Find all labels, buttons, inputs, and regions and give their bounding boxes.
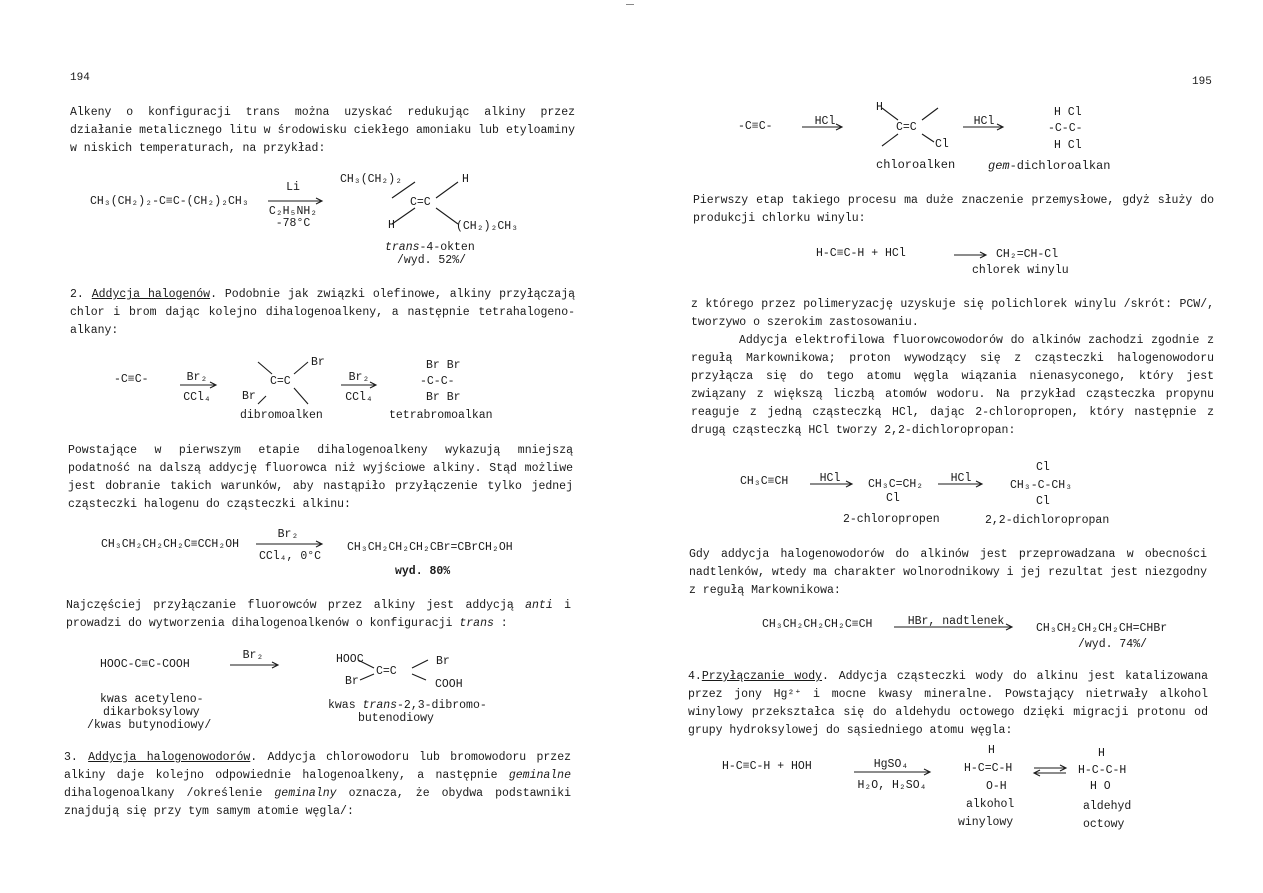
r4-name-2-line-2: butenodiowy xyxy=(358,712,434,725)
r2-reactant: -C≡C- xyxy=(114,373,149,386)
r4-reagent-top: Br₂ xyxy=(242,649,264,662)
r4-name-2-line-1: kwas trans-2,3-dibromo- xyxy=(328,699,487,712)
section-4-paragraph: 4.Przyłączanie wody. Addycja cząsteczki wody do alkinu jest katalizowana przez jony Hg²⁺ i mocne kwasy mineralne. Powstający nietrwały alkohol winylowy przekształca się do aldehydu octowego dzięki migracji protonu od grupy hydroksylowej do sąsiedniego atomu węgla: xyxy=(688,670,1208,737)
page-number: 194 xyxy=(70,72,90,84)
rr1-p1-center: C=C xyxy=(896,121,917,134)
rr3-arrow2-label: HCl xyxy=(950,472,972,485)
rr1-arrow1-label: HCl xyxy=(814,115,836,128)
r4-product-bottom-right: COOH xyxy=(435,678,463,691)
paragraph-4: Najczęściej przyłączanie fluorowców przez alkiny jest addycją anti i prowadzi do wytworzenia dihalogenoalkenów o konfiguracji trans : xyxy=(66,599,571,630)
rr1-p2-center: -C-C- xyxy=(1048,122,1083,135)
section-3-paragraph: 3. Addycja halogenowodorów. Addycja chlorowodoru lub bromowodoru przez alkiny daje kolejno odpowiednie halogenoalkeny, a następnie geminalne dihalogenoalkany /określenie geminalny oznacza, że obydwa podstawniki znajdują się przy tym samym atomie węgla/: xyxy=(64,751,571,818)
r1-reagent-bottom-1: C₂H₅NH₂ xyxy=(268,205,318,218)
intro-paragraph: Alkeny o konfiguracji trans można uzyskać redukując alkiny przez działanie metalicznego litu w środowisku ciekłego amoniaku lub etyloaminy w niskich temperaturach, na przykład: xyxy=(70,106,575,155)
r4-name-1-line-2: dikarboksylowy xyxy=(103,706,200,719)
rr5-reagent-bottom: H₂O, H₂SO₄ xyxy=(857,779,927,792)
r2-arrow1-top: Br₂ xyxy=(186,371,208,384)
r2-p1-top: Br xyxy=(311,356,325,369)
rr5-arrows xyxy=(632,0,1263,893)
r1-reagent-bottom-2: -78°C xyxy=(275,217,311,230)
rr3-p2-sub: Cl xyxy=(1036,495,1050,508)
r2-p2-bottom: Br Br xyxy=(426,391,461,404)
rr3-p1-sub: Cl xyxy=(886,492,900,505)
r2-p2-top: Br Br xyxy=(426,359,461,372)
rr1-p2-bottom: H Cl xyxy=(1054,139,1082,152)
section-2-paragraph: 2. Addycja halogenów. Podobnie jak związki olefinowe, alkiny przyłączają chlor i brom dając kolejno dihalogenoalkeny, a następnie tetrahalogeno-alkany: xyxy=(70,288,576,337)
section-3-heading: Addycja halogenowodorów xyxy=(88,751,251,764)
r3-reagent-top: Br₂ xyxy=(277,528,299,541)
r2-p1-bottom: Br xyxy=(242,390,256,403)
r1-product-bottom-right: (CH₂)₂CH₃ xyxy=(456,220,519,233)
r1-product-center: C=C xyxy=(410,196,431,209)
r4-product-top-right: Br xyxy=(436,655,450,668)
rr5-label-2-line-2: octowy xyxy=(1083,818,1125,831)
rr2-product: CH₂=CH-Cl xyxy=(996,248,1059,261)
rr4-arrow-label: HBr, nadtlenek xyxy=(907,615,1005,628)
rr5-p2-top: H xyxy=(1098,747,1105,760)
r4-name-1-line-3: /kwas butynodiowy/ xyxy=(87,719,212,732)
r-paragraph-2b: Addycja elektrofilowa fluorowcowodorów do alkinów zachodzi zgodnie z regułą Markownikowa; proton wywodzący się z cząsteczki halogenowodoru przyłącza się do tego atomu węgla wiązania nienasyconego, który jest związany z większą liczbą atomów wodoru. Na przykład cząsteczka propynu reaguje z jedną cząsteczką HCl, dając 2-chloropropen, który następnie z drugą cząsteczką HCl tworzy 2,2-dichloropropan: xyxy=(691,334,1214,437)
r4-product-center: C=C xyxy=(376,665,397,678)
rr4-product: CH₃CH₂CH₂CH₂CH=CHBr xyxy=(1036,622,1168,635)
r4-product-top-left: HOOC xyxy=(336,653,364,666)
rr1-reactant: -C≡C- xyxy=(738,120,773,133)
rr3-reactant: CH₃C≡CH xyxy=(740,475,789,488)
rr4-reactant: CH₃CH₂CH₂CH₂C≡CH xyxy=(762,618,873,631)
rr3-label-1: 2-chloropropen xyxy=(843,513,940,526)
right-page xyxy=(632,0,1263,893)
r-paragraph-3: Gdy addycja halogenowodorów do alkinów jest przeprowadzana w obecności nadtlenków, wtedy ma charakter wolnorodnikowy i jej rezultat jest niezgodny z regułą Markownikowa: xyxy=(689,548,1207,597)
rr5-p2-sub: H O xyxy=(1090,780,1111,793)
r3-product: CH₃CH₂CH₂CH₂CBr=CBrCH₂OH xyxy=(347,541,513,554)
r2-p2-center: -C-C- xyxy=(420,375,455,388)
rr5-label-2-line-1: aldehyd xyxy=(1083,800,1132,813)
rr1-label-1: chloroalken xyxy=(876,158,956,172)
r2-label-1: dibromoalken xyxy=(240,409,323,422)
r1-yield: /wyd. 52%/ xyxy=(397,254,467,267)
rr5-p2: H-C-C-H xyxy=(1078,764,1127,777)
r-paragraph-1: Pierwszy etap takiego procesu ma duże znaczenie przemysłowe, gdyż służy do produkcji chlorku winylu: xyxy=(693,194,1214,225)
rr1-label-2: gem-dichloroalkan xyxy=(988,159,1111,173)
r1-product-bottom-left: H xyxy=(388,219,395,232)
r2-arrow1-bottom: CCl₄ xyxy=(183,391,211,404)
rr3-p1: CH₃C=CH₂ xyxy=(868,478,924,491)
r1-reagent-top: Li xyxy=(286,181,300,194)
r3-reactant: CH₃CH₂CH₂CH₂C≡CCH₂OH xyxy=(101,538,240,551)
rr1-p1-top: H xyxy=(876,101,883,114)
r2-arrow2-top: Br₂ xyxy=(348,371,370,384)
page-number: 195 xyxy=(1192,76,1212,88)
r1-reactant: CH₃(CH₂)₂-C≡C-(CH₂)₂CH₃ xyxy=(90,195,249,208)
r3-yield: wyd. 80% xyxy=(395,565,451,578)
r4-reactant: HOOC-C≡C-COOH xyxy=(100,658,190,671)
r2-arrow2-bottom: CCl₄ xyxy=(345,391,373,404)
rr5-p1: H-C=C-H xyxy=(964,762,1013,775)
r2-p1-center: C=C xyxy=(270,375,291,388)
r1-product-top-right: H xyxy=(462,173,469,186)
rr5-label-1-line-1: alkohol xyxy=(966,798,1015,811)
rr4-yield: /wyd. 74%/ xyxy=(1078,638,1148,651)
r1-product-top-left: CH₃(CH₂)₂ xyxy=(340,173,403,186)
rr3-p2: CH₃-C-CH₃ xyxy=(1010,479,1073,492)
rr1-arrow2-label: HCl xyxy=(973,115,995,128)
rr5-label-1-line-2: winylowy xyxy=(958,816,1014,829)
rr2-name: chlorek winylu xyxy=(972,264,1069,277)
rr5-p1-top: H xyxy=(988,744,995,757)
rr3-p2-top: Cl xyxy=(1036,461,1050,474)
rr2-left: H-C≡C-H + HCl xyxy=(816,247,906,260)
r3-reagent-bottom: CCl₄, 0°C xyxy=(258,550,322,563)
section-4-heading: Przyłączanie wody xyxy=(701,670,823,683)
r2-label-2: tetrabromoalkan xyxy=(389,409,493,422)
rr1-p1-bottom: Cl xyxy=(935,138,949,151)
rr5-reagent-top: HgSO₄ xyxy=(873,758,909,771)
rr5-left: H-C≡C-H + HOH xyxy=(722,760,812,773)
rr5-p1-sub: O-H xyxy=(986,780,1007,793)
paragraph-3: Powstające w pierwszym etapie dihalogenoalkeny wykazują mniejszą podatność na dalszą addycję fluorowca niż wyjściowe alkiny. Stąd możliwe jest dobranie takich warunków, aby nastąpiło przyłączenie tylko jednej cząsteczki halogenu do cząsteczki alkinu: xyxy=(68,444,573,511)
r4-product-bottom-left: Br xyxy=(345,675,359,688)
r4-name-1-line-1: kwas acetyleno- xyxy=(100,693,204,706)
rr1-p2-top: H Cl xyxy=(1054,106,1082,119)
rr3-arrow1-label: HCl xyxy=(819,472,841,485)
left-page xyxy=(0,0,631,893)
r-paragraph-2a: z którego przez polimeryzację uzyskuje się polichlorek winylu /skrót: PCW/, tworzywo o szerokim zastosowaniu. xyxy=(691,298,1214,329)
section-2-heading: Addycja halogenów xyxy=(91,288,211,301)
rr3-label-2: 2,2-dichloropropan xyxy=(985,514,1110,527)
r1-product-name: trans-4-okten xyxy=(385,241,475,254)
